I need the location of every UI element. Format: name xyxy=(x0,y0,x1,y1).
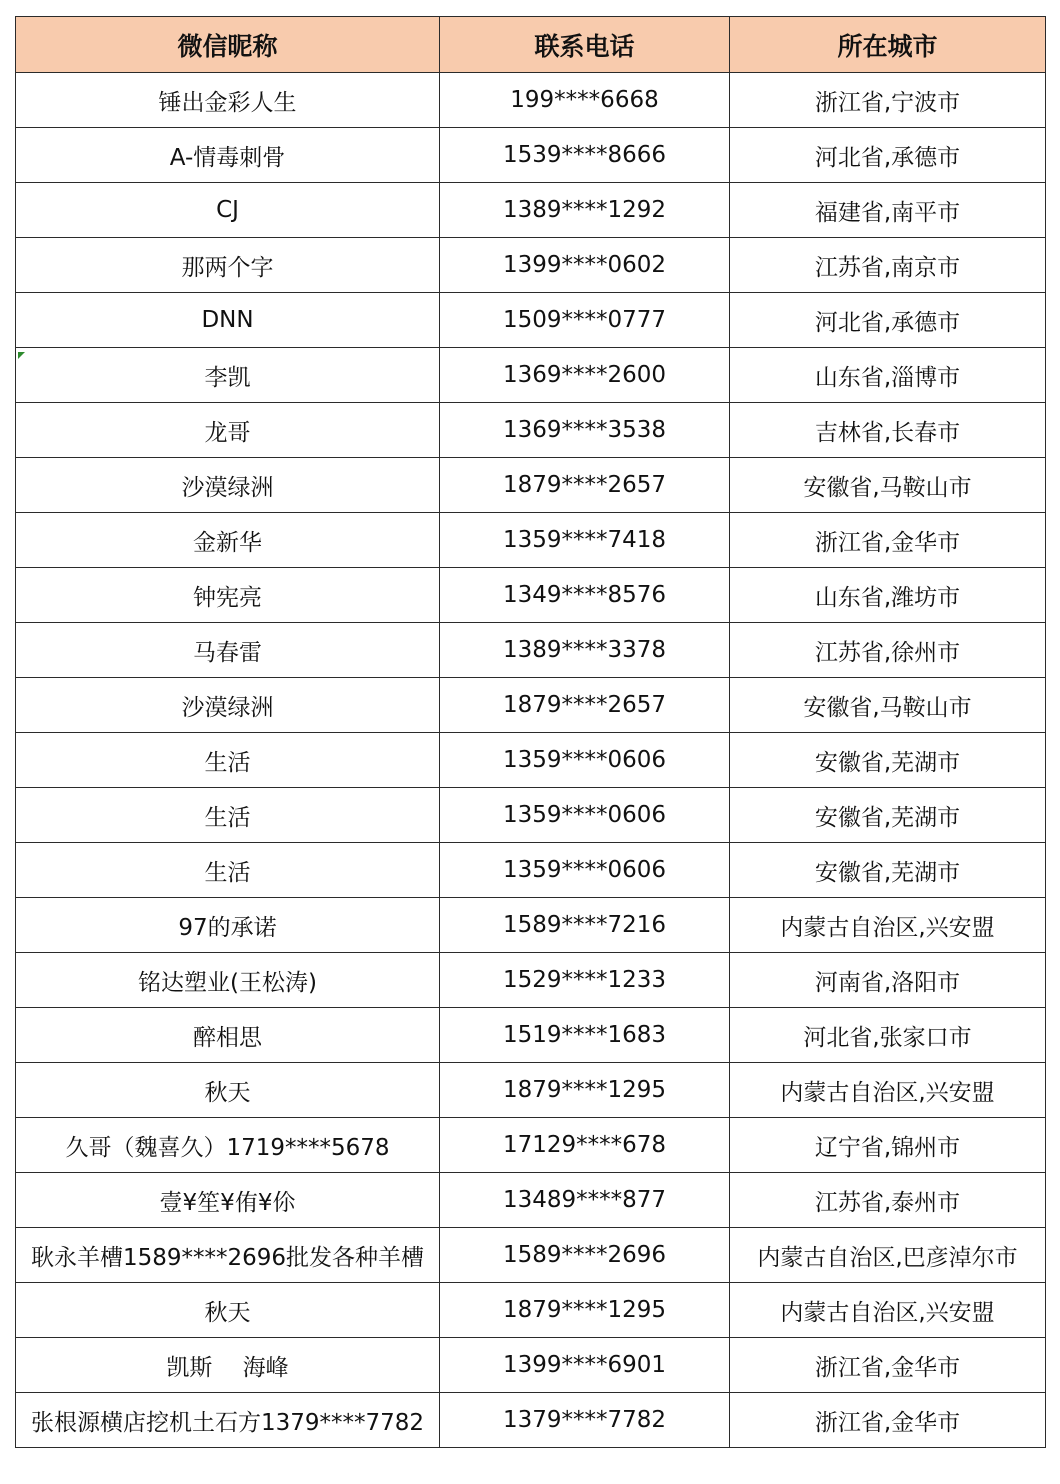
cell-city[interactable]: 山东省,潍坊市 xyxy=(730,568,1046,623)
cell-nickname[interactable]: 马春雷 xyxy=(16,623,440,678)
cell-nickname[interactable]: 久哥（魏喜久）1719****5678 xyxy=(16,1118,440,1173)
table-row xyxy=(16,348,1046,403)
cell-nickname[interactable]: 耿永羊槽1589****2696批发各种羊槽 xyxy=(16,1228,440,1283)
cell-phone[interactable]: 1359****0606 xyxy=(440,733,730,788)
cell-city[interactable]: 江苏省,南京市 xyxy=(730,238,1046,293)
cell-phone[interactable]: 1389****1292 xyxy=(440,183,730,238)
cell-nickname[interactable]: 秋天 xyxy=(16,1283,440,1338)
table-row xyxy=(16,678,1046,733)
cell-phone[interactable]: 1589****7216 xyxy=(440,898,730,953)
cell-phone[interactable]: 1519****1683 xyxy=(440,1008,730,1063)
cell-phone[interactable]: 1359****0606 xyxy=(440,788,730,843)
cell-city[interactable]: 浙江省,金华市 xyxy=(730,1393,1046,1448)
table-row xyxy=(16,458,1046,513)
cell-nickname[interactable]: 沙漠绿洲 xyxy=(16,678,440,733)
cell-nickname[interactable]: 生活 xyxy=(16,733,440,788)
cell-phone[interactable]: 1509****0777 xyxy=(440,293,730,348)
table-row xyxy=(16,953,1046,1008)
cell-city[interactable]: 江苏省,徐州市 xyxy=(730,623,1046,678)
table-row xyxy=(16,733,1046,788)
cell-phone[interactable]: 1359****0606 xyxy=(440,843,730,898)
cell-city[interactable]: 内蒙古自治区,巴彦淖尔市 xyxy=(730,1228,1046,1283)
cell-phone[interactable]: 1369****3538 xyxy=(440,403,730,458)
cell-nickname[interactable]: 张根源横店挖机土石方1379****7782 xyxy=(16,1393,440,1448)
table-row xyxy=(16,1228,1046,1283)
cell-nickname[interactable]: 生活 xyxy=(16,843,440,898)
cell-phone[interactable]: 1399****6901 xyxy=(440,1338,730,1393)
cell-city[interactable]: 内蒙古自治区,兴安盟 xyxy=(730,1283,1046,1338)
cell-city[interactable]: 安徽省,芜湖市 xyxy=(730,733,1046,788)
cell-nickname[interactable]: 李凯 xyxy=(16,348,440,403)
cell-city[interactable]: 河北省,承德市 xyxy=(730,128,1046,183)
cell-phone[interactable]: 1879****2657 xyxy=(440,458,730,513)
table-row xyxy=(16,1173,1046,1228)
table-row xyxy=(16,623,1046,678)
table-row xyxy=(16,293,1046,348)
table-row xyxy=(16,788,1046,843)
cell-city[interactable]: 安徽省,芜湖市 xyxy=(730,788,1046,843)
table-row xyxy=(16,1338,1046,1393)
table-row xyxy=(16,403,1046,458)
cell-nickname[interactable]: CJ xyxy=(16,183,440,238)
contact-table xyxy=(15,16,1046,1448)
cell-phone[interactable]: 13489****877 xyxy=(440,1173,730,1228)
cell-phone[interactable]: 1349****8576 xyxy=(440,568,730,623)
table-row xyxy=(16,1393,1046,1448)
cell-nickname[interactable]: 秋天 xyxy=(16,1063,440,1118)
cell-phone[interactable]: 1529****1233 xyxy=(440,953,730,1008)
header-nickname[interactable]: 微信昵称 xyxy=(16,17,440,73)
cell-city[interactable]: 内蒙古自治区,兴安盟 xyxy=(730,898,1046,953)
table-row xyxy=(16,1118,1046,1173)
cell-nickname[interactable]: 壹¥笙¥侑¥伱 xyxy=(16,1173,440,1228)
cell-city[interactable]: 河北省,承德市 xyxy=(730,293,1046,348)
cell-nickname[interactable]: 铭达塑业(王松涛) xyxy=(16,953,440,1008)
cell-city[interactable]: 安徽省,芜湖市 xyxy=(730,843,1046,898)
cell-nickname[interactable]: 钟宪亮 xyxy=(16,568,440,623)
cell-city[interactable]: 浙江省,宁波市 xyxy=(730,73,1046,128)
cell-city[interactable]: 辽宁省,锦州市 xyxy=(730,1118,1046,1173)
cell-nickname[interactable]: 锤出金彩人生 xyxy=(16,73,440,128)
cell-nickname[interactable]: 金新华 xyxy=(16,513,440,568)
table-row xyxy=(16,73,1046,128)
table-row xyxy=(16,568,1046,623)
cell-city[interactable]: 浙江省,金华市 xyxy=(730,1338,1046,1393)
cell-phone[interactable]: 1879****2657 xyxy=(440,678,730,733)
table-row xyxy=(16,128,1046,183)
cell-phone[interactable]: 1879****1295 xyxy=(440,1063,730,1118)
cell-city[interactable]: 吉林省,长春市 xyxy=(730,403,1046,458)
cell-nickname[interactable]: 醉相思 xyxy=(16,1008,440,1063)
table-row xyxy=(16,183,1046,238)
cell-city[interactable]: 浙江省,金华市 xyxy=(730,513,1046,568)
cell-city[interactable]: 山东省,淄博市 xyxy=(730,348,1046,403)
cell-nickname[interactable]: 生活 xyxy=(16,788,440,843)
cell-nickname[interactable]: A-情毒刺骨 xyxy=(16,128,440,183)
cell-phone[interactable]: 1399****0602 xyxy=(440,238,730,293)
table-row xyxy=(16,1283,1046,1338)
table-row xyxy=(16,1008,1046,1063)
cell-city[interactable]: 安徽省,马鞍山市 xyxy=(730,458,1046,513)
cell-phone[interactable]: 1589****2696 xyxy=(440,1228,730,1283)
cell-nickname[interactable]: 97的承诺 xyxy=(16,898,440,953)
cell-nickname[interactable]: 龙哥 xyxy=(16,403,440,458)
table-row xyxy=(16,843,1046,898)
cell-city[interactable]: 安徽省,马鞍山市 xyxy=(730,678,1046,733)
cell-phone[interactable]: 1379****7782 xyxy=(440,1393,730,1448)
header-city[interactable]: 所在城市 xyxy=(730,17,1046,73)
spreadsheet xyxy=(15,16,1045,1448)
cell-phone[interactable]: 1539****8666 xyxy=(440,128,730,183)
cell-comment-marker xyxy=(18,352,25,359)
cell-nickname[interactable]: DNN xyxy=(16,293,440,348)
cell-phone[interactable]: 1369****2600 xyxy=(440,348,730,403)
cell-city[interactable]: 河南省,洛阳市 xyxy=(730,953,1046,1008)
table-row xyxy=(16,1063,1046,1118)
table-row xyxy=(16,898,1046,953)
cell-nickname[interactable]: 那两个字 xyxy=(16,238,440,293)
cell-phone[interactable]: 199****6668 xyxy=(440,73,730,128)
cell-phone[interactable]: 1389****3378 xyxy=(440,623,730,678)
cell-city[interactable]: 河北省,张家口市 xyxy=(730,1008,1046,1063)
cell-phone[interactable]: 1359****7418 xyxy=(440,513,730,568)
cell-nickname[interactable]: 沙漠绿洲 xyxy=(16,458,440,513)
table-row xyxy=(16,238,1046,293)
cell-city[interactable]: 内蒙古自治区,兴安盟 xyxy=(730,1063,1046,1118)
cell-nickname[interactable]: 凯斯 海峰 xyxy=(16,1338,440,1393)
header-phone[interactable]: 联系电话 xyxy=(440,17,730,73)
cell-phone[interactable]: 1879****1295 xyxy=(440,1283,730,1338)
cell-phone[interactable]: 17129****678 xyxy=(440,1118,730,1173)
cell-city[interactable]: 福建省,南平市 xyxy=(730,183,1046,238)
table-row xyxy=(16,513,1046,568)
header-row xyxy=(16,17,1046,73)
cell-city[interactable]: 江苏省,泰州市 xyxy=(730,1173,1046,1228)
